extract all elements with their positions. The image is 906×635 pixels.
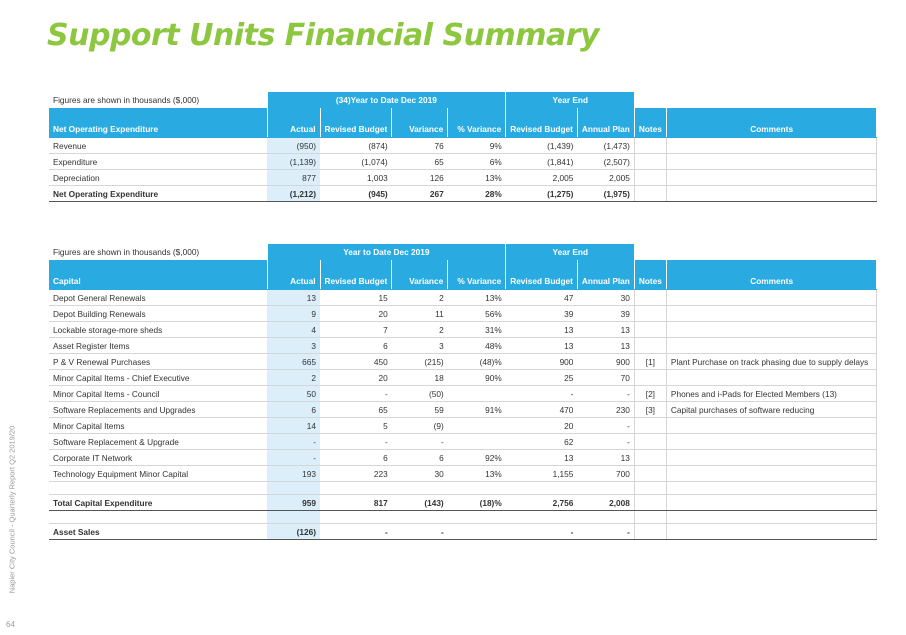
table-cell: (1,275) bbox=[506, 186, 578, 202]
figures-caption: Figures are shown in thousands ($,000) bbox=[53, 247, 200, 257]
column-header: Notes bbox=[634, 108, 666, 138]
table-cell: 9 bbox=[267, 306, 320, 322]
table-cell: (9) bbox=[392, 418, 448, 434]
table-cell: 13 bbox=[577, 338, 634, 354]
table-cell bbox=[634, 418, 666, 434]
table-cell bbox=[634, 482, 666, 495]
table-cell: 877 bbox=[267, 170, 320, 186]
table-cell: 13% bbox=[448, 466, 506, 482]
table-row bbox=[49, 418, 876, 434]
page-number: 64 bbox=[6, 620, 15, 629]
table-cell bbox=[634, 306, 666, 322]
table-cell bbox=[634, 154, 666, 170]
spacer-row bbox=[49, 511, 876, 524]
table-cell: 39 bbox=[577, 306, 634, 322]
table-cell: 7 bbox=[320, 322, 392, 338]
table-row bbox=[49, 338, 876, 354]
table-cell: 47 bbox=[506, 290, 578, 306]
table-cell: [2] bbox=[634, 386, 666, 402]
column-header: Comments bbox=[666, 108, 876, 138]
table-cell: (1,139) bbox=[267, 154, 320, 170]
header-row bbox=[49, 260, 876, 290]
table-cell bbox=[634, 511, 666, 524]
capital-expenditure-table bbox=[49, 244, 877, 540]
table-cell: Depot General Renewals bbox=[49, 290, 267, 306]
table-row bbox=[49, 138, 876, 154]
table-cell: 90% bbox=[448, 370, 506, 386]
table-cell: 20 bbox=[320, 306, 392, 322]
year-to-date-group-header: Year to Date Dec 2019 bbox=[267, 244, 506, 260]
table-cell: (945) bbox=[320, 186, 392, 202]
table-cell: Minor Capital Items - Council bbox=[49, 386, 267, 402]
table-cell bbox=[448, 524, 506, 540]
column-header: Revised Budget bbox=[506, 108, 578, 138]
table-cell: - bbox=[320, 524, 392, 540]
table-cell bbox=[577, 511, 634, 524]
caption-row bbox=[49, 244, 876, 260]
spacer-row bbox=[49, 482, 876, 495]
table-cell: 30 bbox=[392, 466, 448, 482]
table-cell bbox=[666, 322, 876, 338]
column-header: % Variance bbox=[448, 260, 506, 290]
table-cell: - bbox=[506, 524, 578, 540]
table-cell bbox=[634, 322, 666, 338]
table-cell: 959 bbox=[267, 495, 320, 511]
table-cell: (215) bbox=[392, 354, 448, 370]
table-cell: (126) bbox=[267, 524, 320, 540]
table-cell: - bbox=[577, 386, 634, 402]
table-cell: 230 bbox=[577, 402, 634, 418]
table-cell: 65 bbox=[320, 402, 392, 418]
table-cell: Asset Register Items bbox=[49, 338, 267, 354]
table-cell: 65 bbox=[392, 154, 448, 170]
table-cell bbox=[577, 482, 634, 495]
caption-spacer bbox=[634, 244, 876, 260]
table-cell: 2,756 bbox=[506, 495, 578, 511]
table-cell: 4 bbox=[267, 322, 320, 338]
table-cell: P & V Renewal Purchases bbox=[49, 354, 267, 370]
table-cell: - bbox=[577, 434, 634, 450]
table-cell: - bbox=[267, 434, 320, 450]
table-cell bbox=[448, 511, 506, 524]
side-caption: Napier City Council - Quarterly Report Q2 2019/20 bbox=[7, 425, 17, 594]
column-header: Notes bbox=[634, 260, 666, 290]
table-cell bbox=[448, 434, 506, 450]
table-cell: (1,975) bbox=[577, 186, 634, 202]
table-cell: 900 bbox=[506, 354, 578, 370]
table-cell bbox=[666, 290, 876, 306]
table-cell: 700 bbox=[577, 466, 634, 482]
table-cell: 30 bbox=[577, 290, 634, 306]
column-header: Annual Plan bbox=[577, 260, 634, 290]
year-end-group-header: Year End bbox=[506, 92, 635, 108]
table-cell: Software Replacement & Upgrade bbox=[49, 434, 267, 450]
table-cell bbox=[666, 370, 876, 386]
table-cell: Total Capital Expenditure bbox=[49, 495, 267, 511]
table-cell: (1,074) bbox=[320, 154, 392, 170]
header-row bbox=[49, 108, 876, 138]
table-cell: [1] bbox=[634, 354, 666, 370]
table-cell: 13 bbox=[267, 290, 320, 306]
table-cell: Expenditure bbox=[49, 154, 267, 170]
table-cell: (18)% bbox=[448, 495, 506, 511]
table-row bbox=[49, 154, 876, 170]
table-cell: 900 bbox=[577, 354, 634, 370]
table-cell: 9% bbox=[448, 138, 506, 154]
table-cell bbox=[666, 418, 876, 434]
table-cell bbox=[666, 511, 876, 524]
table-cell: (1,841) bbox=[506, 154, 578, 170]
table-cell bbox=[49, 511, 267, 524]
table-cell: 817 bbox=[320, 495, 392, 511]
table-row bbox=[49, 306, 876, 322]
table-cell: - bbox=[392, 434, 448, 450]
table-cell: Corporate IT Network bbox=[49, 450, 267, 466]
table-cell: Revenue bbox=[49, 138, 267, 154]
table-cell: Phones and i-Pads for Elected Members (13) bbox=[666, 386, 876, 402]
operating-expenditure-table bbox=[49, 92, 877, 202]
table-cell: 20 bbox=[506, 418, 578, 434]
table-cell: 11 bbox=[392, 306, 448, 322]
column-header: Revised Budget bbox=[320, 260, 392, 290]
table-cell: Asset Sales bbox=[49, 524, 267, 540]
table-cell bbox=[666, 495, 876, 511]
table-cell: 2 bbox=[267, 370, 320, 386]
table-cell: 91% bbox=[448, 402, 506, 418]
table-cell: 31% bbox=[448, 322, 506, 338]
table-cell: 2 bbox=[392, 290, 448, 306]
column-header: Variance bbox=[392, 108, 448, 138]
table-cell: Software Replacements and Upgrades bbox=[49, 402, 267, 418]
table-cell: Minor Capital Items - Chief Executive bbox=[49, 370, 267, 386]
table-cell bbox=[666, 338, 876, 354]
column-header: Revised Budget bbox=[320, 108, 392, 138]
table-cell: (2,507) bbox=[577, 154, 634, 170]
table-cell: (1,473) bbox=[577, 138, 634, 154]
table-cell: 50 bbox=[267, 386, 320, 402]
table-cell: 2,005 bbox=[577, 170, 634, 186]
table-cell bbox=[634, 186, 666, 202]
column-header: Actual bbox=[267, 260, 320, 290]
table-cell: 1,003 bbox=[320, 170, 392, 186]
table-cell bbox=[666, 524, 876, 540]
table-row bbox=[49, 322, 876, 338]
table-cell: 665 bbox=[267, 354, 320, 370]
table-row bbox=[49, 354, 876, 370]
table-cell bbox=[634, 434, 666, 450]
table-cell: 6 bbox=[320, 338, 392, 354]
column-header: Actual bbox=[267, 108, 320, 138]
table-cell: (143) bbox=[392, 495, 448, 511]
column-header: Comments bbox=[666, 260, 876, 290]
table-row bbox=[49, 370, 876, 386]
table-cell: 6 bbox=[392, 450, 448, 466]
table-cell: 126 bbox=[392, 170, 448, 186]
table-cell bbox=[506, 511, 578, 524]
table-cell: - bbox=[577, 524, 634, 540]
table-cell: 223 bbox=[320, 466, 392, 482]
table-cell: Capital purchases of software reducing bbox=[666, 402, 876, 418]
table-cell bbox=[666, 466, 876, 482]
column-header: Capital bbox=[49, 260, 267, 290]
table-cell bbox=[634, 290, 666, 306]
table-cell: 2,008 bbox=[577, 495, 634, 511]
table-cell: Net Operating Expenditure bbox=[49, 186, 267, 202]
table-cell: [3] bbox=[634, 402, 666, 418]
table-cell: 267 bbox=[392, 186, 448, 202]
table-cell: 92% bbox=[448, 450, 506, 466]
table-row bbox=[49, 290, 876, 306]
caption-spacer bbox=[634, 92, 876, 108]
table-row bbox=[49, 170, 876, 186]
table-cell: - bbox=[267, 450, 320, 466]
table-cell: 13 bbox=[506, 450, 578, 466]
table-cell: 15 bbox=[320, 290, 392, 306]
table-cell: - bbox=[577, 418, 634, 434]
table-cell bbox=[267, 511, 320, 524]
table-cell bbox=[320, 482, 392, 495]
table-cell bbox=[666, 138, 876, 154]
table-cell bbox=[392, 511, 448, 524]
table-cell: 28% bbox=[448, 186, 506, 202]
table-cell bbox=[666, 154, 876, 170]
table-cell: 20 bbox=[320, 370, 392, 386]
table-cell bbox=[634, 495, 666, 511]
table-cell: (1,212) bbox=[267, 186, 320, 202]
table-cell: 450 bbox=[320, 354, 392, 370]
table-cell: 76 bbox=[392, 138, 448, 154]
table-cell bbox=[392, 482, 448, 495]
table-cell: 1,155 bbox=[506, 466, 578, 482]
table-cell bbox=[634, 138, 666, 154]
table-cell: 13 bbox=[506, 322, 578, 338]
table-cell bbox=[267, 482, 320, 495]
table-row bbox=[49, 450, 876, 466]
table-cell: 59 bbox=[392, 402, 448, 418]
table-cell bbox=[506, 482, 578, 495]
year-to-date-group-header: (34)Year to Date Dec 2019 bbox=[267, 92, 506, 108]
table-row bbox=[49, 466, 876, 482]
table-cell: 3 bbox=[392, 338, 448, 354]
table-cell: 13% bbox=[448, 170, 506, 186]
table-cell bbox=[666, 450, 876, 466]
table-cell bbox=[634, 450, 666, 466]
table-cell: 5 bbox=[320, 418, 392, 434]
table-cell: (950) bbox=[267, 138, 320, 154]
table-cell bbox=[666, 434, 876, 450]
table-cell: 3 bbox=[267, 338, 320, 354]
table-cell: Depot Building Renewals bbox=[49, 306, 267, 322]
table-cell bbox=[634, 466, 666, 482]
table-cell: Plant Purchase on track phasing due to supply delays bbox=[666, 354, 876, 370]
total-row bbox=[49, 186, 876, 202]
table-cell: 6 bbox=[267, 402, 320, 418]
table-cell bbox=[634, 170, 666, 186]
table-row bbox=[49, 386, 876, 402]
table-cell: 14 bbox=[267, 418, 320, 434]
table-cell: 470 bbox=[506, 402, 578, 418]
table-cell bbox=[666, 306, 876, 322]
table-cell: - bbox=[320, 386, 392, 402]
table-cell bbox=[634, 338, 666, 354]
table-cell bbox=[49, 482, 267, 495]
table-cell: Minor Capital Items bbox=[49, 418, 267, 434]
column-header: Variance bbox=[392, 260, 448, 290]
table-cell bbox=[666, 170, 876, 186]
figures-caption: Figures are shown in thousands ($,000) bbox=[53, 95, 200, 105]
table-cell bbox=[448, 418, 506, 434]
table-cell: (50) bbox=[392, 386, 448, 402]
table-cell: Depreciation bbox=[49, 170, 267, 186]
table-cell: 39 bbox=[506, 306, 578, 322]
total-row bbox=[49, 495, 876, 511]
table-cell bbox=[320, 511, 392, 524]
table-cell: (874) bbox=[320, 138, 392, 154]
table-cell: 13% bbox=[448, 290, 506, 306]
column-header: Revised Budget bbox=[506, 260, 578, 290]
table-cell: 18 bbox=[392, 370, 448, 386]
table-cell: 56% bbox=[448, 306, 506, 322]
column-header: Net Operating Expenditure bbox=[49, 108, 267, 138]
table-cell: (48)% bbox=[448, 354, 506, 370]
table-cell: 6% bbox=[448, 154, 506, 170]
table-cell: 70 bbox=[577, 370, 634, 386]
table-cell: - bbox=[320, 434, 392, 450]
table-cell: 193 bbox=[267, 466, 320, 482]
table-cell: - bbox=[392, 524, 448, 540]
table-cell bbox=[448, 482, 506, 495]
table-cell: 25 bbox=[506, 370, 578, 386]
table-cell: Lockable storage-more sheds bbox=[49, 322, 267, 338]
table-cell: 48% bbox=[448, 338, 506, 354]
page-title: Support Units Financial Summary bbox=[47, 18, 600, 53]
table-cell bbox=[448, 386, 506, 402]
table-cell: - bbox=[506, 386, 578, 402]
caption-row bbox=[49, 92, 876, 108]
table-cell: 13 bbox=[506, 338, 578, 354]
table-cell: 2,005 bbox=[506, 170, 578, 186]
table-cell: 2 bbox=[392, 322, 448, 338]
table-cell: 13 bbox=[577, 450, 634, 466]
table-cell bbox=[634, 370, 666, 386]
table-cell: 13 bbox=[577, 322, 634, 338]
table-cell bbox=[666, 186, 876, 202]
table-cell: (1,439) bbox=[506, 138, 578, 154]
table-cell: 6 bbox=[320, 450, 392, 466]
table-cell: 62 bbox=[506, 434, 578, 450]
table-cell bbox=[634, 524, 666, 540]
table-row bbox=[49, 434, 876, 450]
table-cell bbox=[666, 482, 876, 495]
asset-sales-row bbox=[49, 524, 876, 540]
column-header: Annual Plan bbox=[577, 108, 634, 138]
table-row bbox=[49, 402, 876, 418]
column-header: % Variance bbox=[448, 108, 506, 138]
table-cell: Technology Equipment Minor Capital bbox=[49, 466, 267, 482]
year-end-group-header: Year End bbox=[506, 244, 635, 260]
